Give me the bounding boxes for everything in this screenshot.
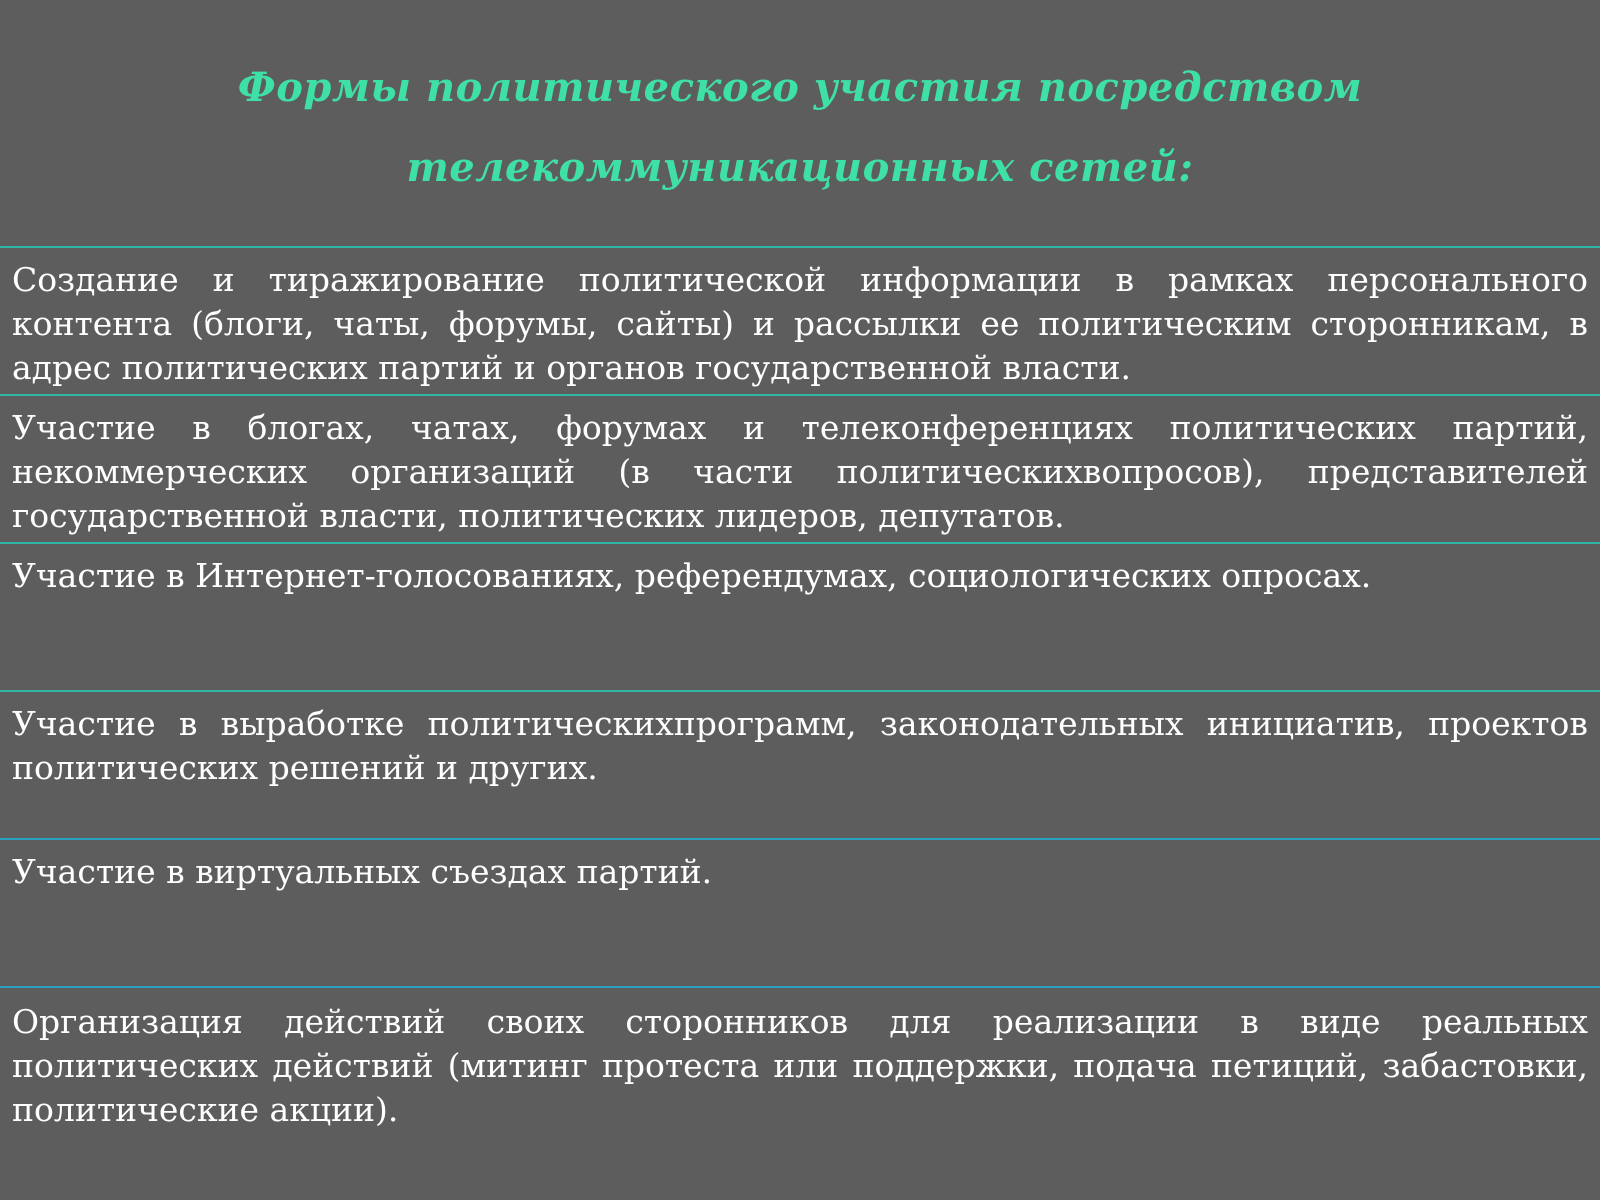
list-item-text: Создание и тиражирование политической информации в рамках персонального контента (блоги, чаты, форумы, сайты) и рассылки ее политическим сторонникам, в адрес политических партий и органов государственной власти.	[12, 260, 1588, 387]
slide-title	[0, 48, 1600, 208]
list-item-virtual-congress	[0, 838, 1600, 986]
list-item-internet-voting	[0, 542, 1600, 690]
slide-title-line-2: телекоммуникационных сетей:	[406, 144, 1194, 191]
list-item-content-creation	[0, 246, 1600, 394]
list-item-text: Участие в блогах, чатах, форумах и телеконференциях политических партий, некоммерческих организаций (в части политическихвопросов), представителей государственной власти, политических лидеров, депутатов.	[12, 408, 1588, 535]
list-item-text: Участие в выработке политическихпрограмм, законодательных инициатив, проектов политических решений и других.	[12, 704, 1588, 787]
list-item-blog-participation	[0, 394, 1600, 542]
list-item-text: Участие в виртуальных съездах партий.	[12, 852, 713, 891]
slide-title-line-1: Формы политического участия посредством	[237, 64, 1363, 111]
list-item-program-development	[0, 690, 1600, 838]
list-item-text: Организация действий своих сторонников для реализации в виде реальных политических действий (митинг протеста или поддержки, подача петиций, забастовки, политические акции).	[12, 1002, 1588, 1129]
list-item-supporters-organization	[0, 986, 1600, 1200]
list-item-text: Участие в Интернет-голосованиях, референдумах, социологических опросах.	[12, 556, 1372, 595]
